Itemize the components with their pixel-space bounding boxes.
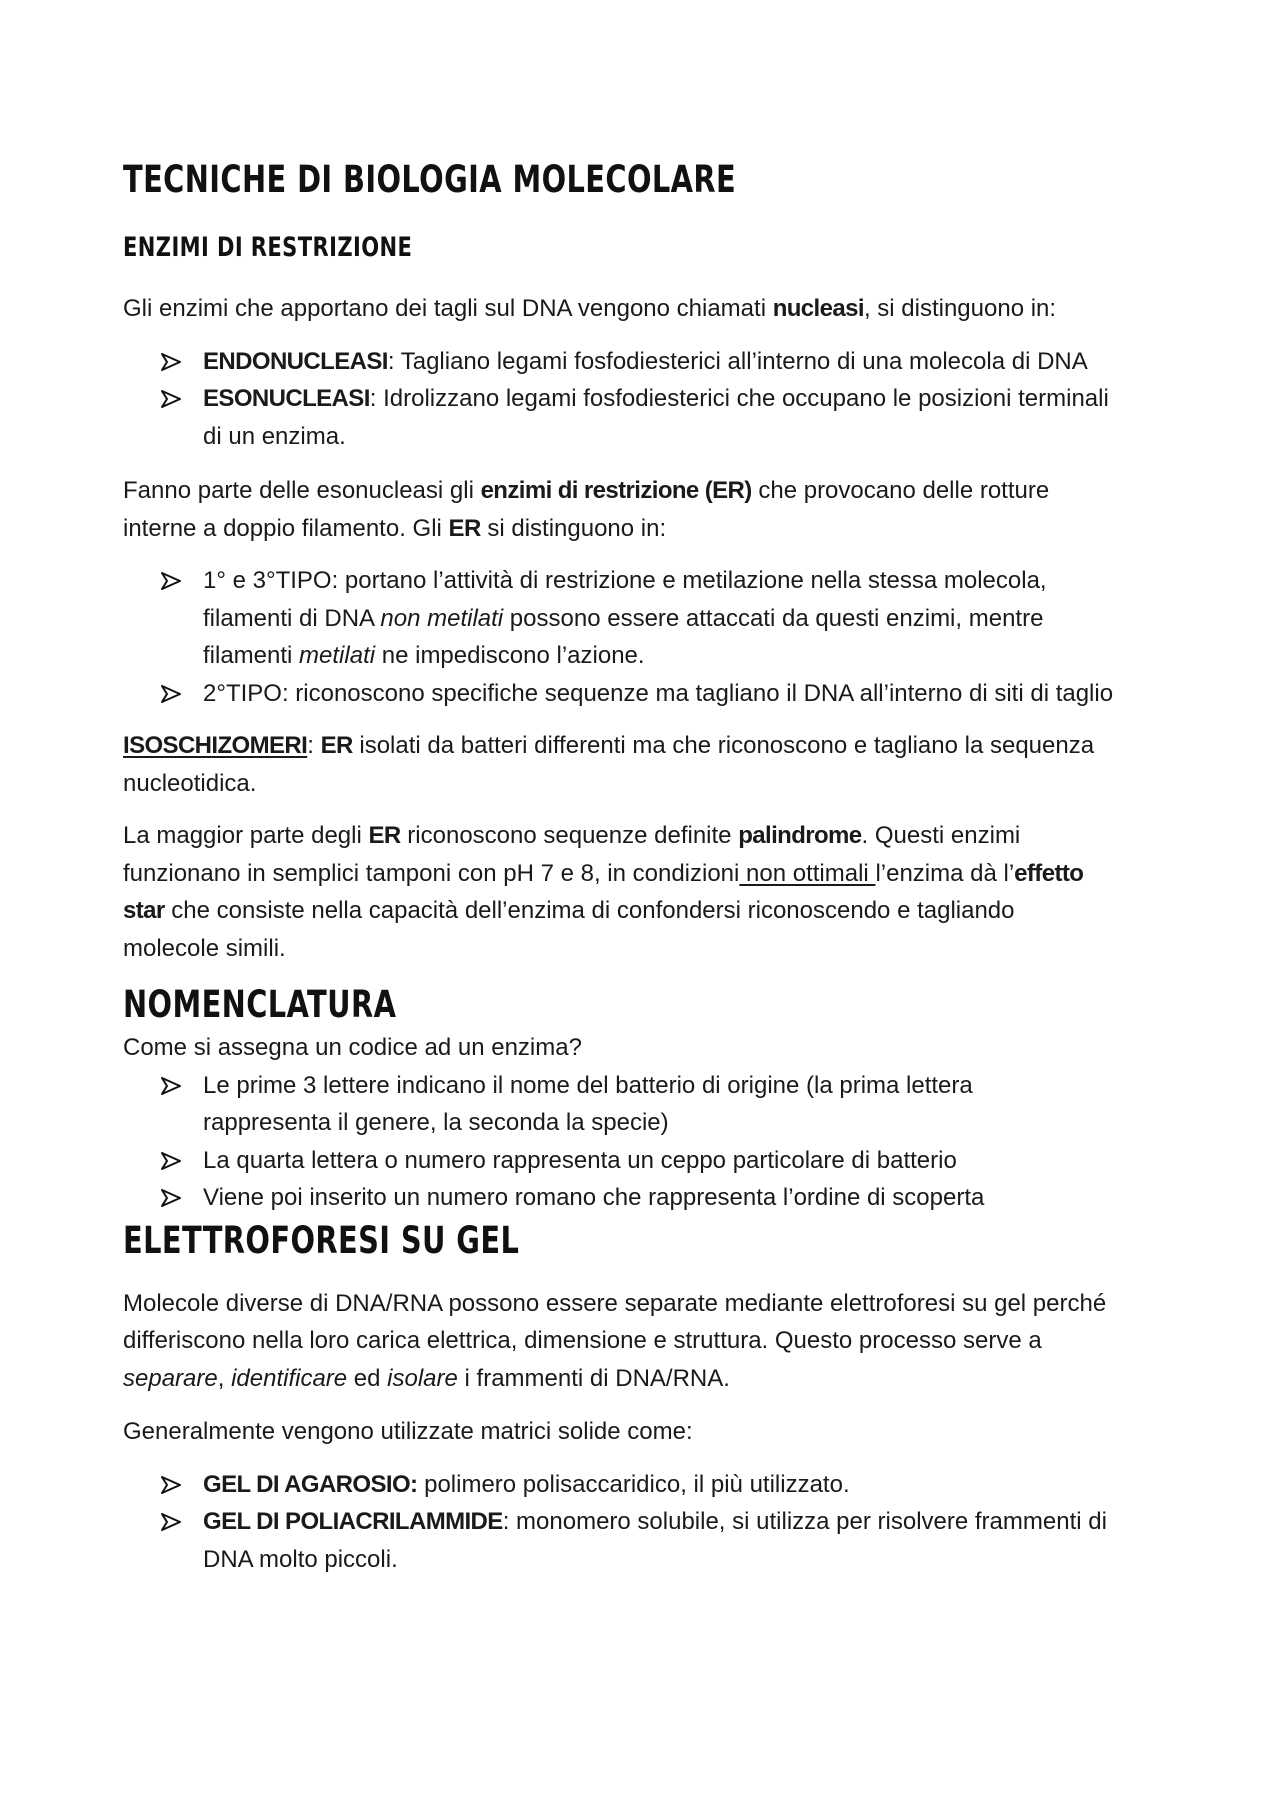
page-title: TECNICHE DI BIOLOGIA MOLECOLARE (123, 158, 737, 201)
arrow-bullet-icon (161, 1152, 181, 1170)
paragraph-elettroforesi: Molecole diverse di DNA/RNA possono essere separate mediante elettroforesi su gel perché differiscono nella loro carica elettrica, dimensione e struttura. Questo processo serve a separare, identificare ed isolare i frammenti di DNA/RNA. (123, 1289, 1107, 1392)
paragraph-palindrome: La maggior parte degli ER riconoscono sequenze definite palindrome. Questi enzimi funzionano in semplici tamponi con pH 7 e 8, in condizioni non ottimali l’enzima dà l’effetto star che consiste nella capacità dell’enzima di confondersi riconoscendo e tagliando molecole simili. (123, 822, 1084, 962)
paragraph-matrici: Generalmente vengono utilizzate matrici solide come: (123, 1418, 693, 1445)
arrow-bullet-icon (161, 1189, 181, 1207)
list-item: Viene poi inserito un numero romano che rappresenta l’ordine di scoperta (161, 1179, 1160, 1217)
list-nomenclatura (123, 1067, 1160, 1217)
arrow-bullet-icon (161, 1476, 181, 1494)
section-heading-elettroforesi: ELETTROFORESI SU GEL (123, 1218, 520, 1262)
section-heading-enzimi: ENZIMI DI RESTRIZIONE (123, 232, 413, 263)
section-heading-nomenclatura: NOMENCLATURA (123, 983, 397, 1026)
paragraph-nomenclatura-question: Come si assegna un codice ad un enzima? (123, 1034, 582, 1061)
list-item: GEL DI AGAROSIO: polimero polisaccaridico, il più utilizzato. (161, 1466, 1160, 1504)
arrow-bullet-icon (161, 1077, 181, 1095)
list-gel-types (123, 1466, 1160, 1579)
list-item: 1° e 3°TIPO: portano l’attività di restrizione e metilazione nella stessa molecola, filamenti di DNA non metilati possono essere attaccati da questi enzimi, mentre filamenti metilati ne impediscono l’azione. (161, 562, 1160, 675)
paragraph-nucleasi: Gli enzimi che apportano dei tagli sul DNA vengono chiamati nucleasi, si distinguono in: (123, 295, 1057, 322)
list-nucleasi-types (123, 343, 1160, 456)
arrow-bullet-icon (161, 390, 181, 408)
arrow-bullet-icon (161, 353, 181, 371)
list-item: Le prime 3 lettere indicano il nome del batterio di origine (la prima lettera rappresenta il genere, la seconda la specie) (161, 1067, 1160, 1142)
list-item: GEL DI POLIACRILAMMIDE: monomero solubile, si utilizza per risolvere frammenti di DNA molto piccoli. (161, 1503, 1160, 1578)
arrow-bullet-icon (161, 572, 181, 590)
arrow-bullet-icon (161, 1513, 181, 1531)
list-item: ENDONUCLEASI: Tagliano legami fosfodiesterici all’interno di una molecola di DNA (161, 343, 1160, 381)
list-er-types (123, 562, 1160, 712)
list-item: ESONUCLEASI: Idrolizzano legami fosfodiesterici che occupano le posizioni terminali di un enzima. (161, 380, 1160, 455)
paragraph-er: Fanno parte delle esonucleasi gli enzimi di restrizione (ER) che provocano delle rotture interne a doppio filamento. Gli ER si distinguono in: (123, 477, 1050, 542)
arrow-bullet-icon (161, 685, 181, 703)
paragraph-isoschizomeri: ISOSCHIZOMERI: ER isolati da batteri differenti ma che riconoscono e tagliano la sequenza nucleotidica. (123, 732, 1095, 797)
list-item: La quarta lettera o numero rappresenta un ceppo particolare di batterio (161, 1142, 1160, 1180)
list-item: 2°TIPO: riconoscono specifiche sequenze ma tagliano il DNA all’interno di siti di taglio (161, 675, 1160, 713)
